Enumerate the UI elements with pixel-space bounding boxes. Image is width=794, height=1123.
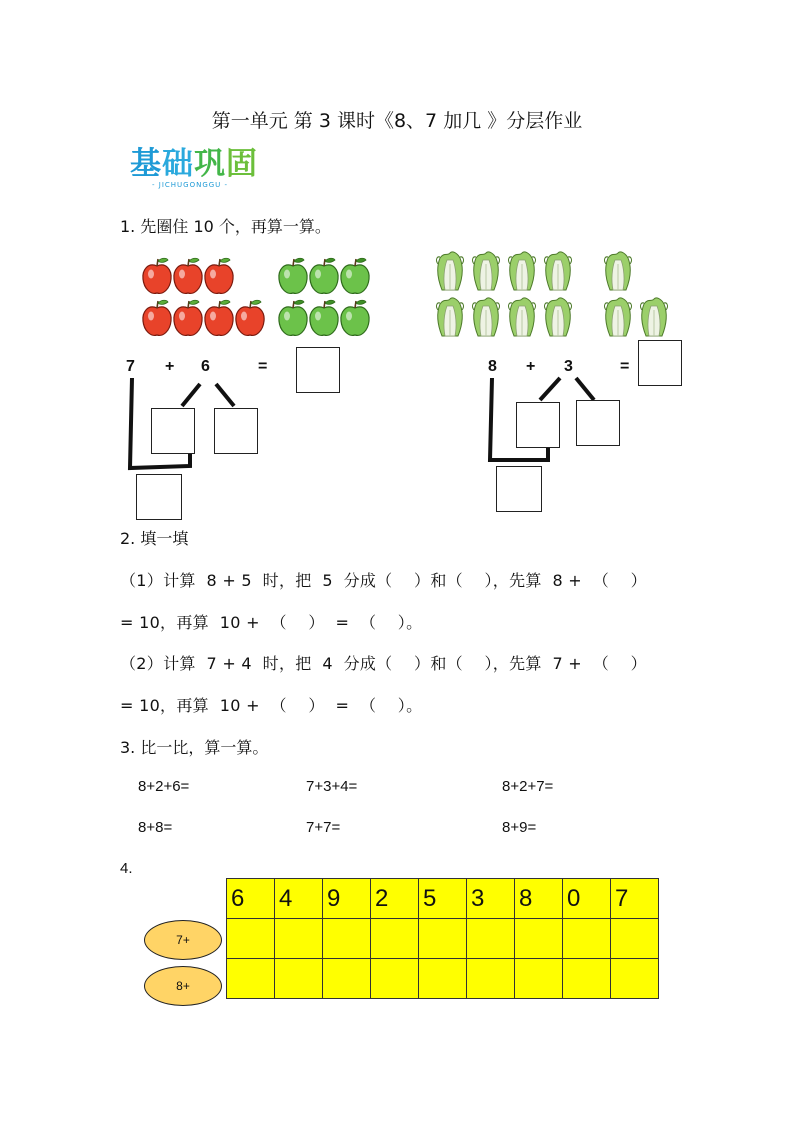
q1-right-sum-box[interactable] [496,466,542,512]
number-cell: 9 [323,879,371,919]
apple-green-icon [310,258,338,293]
number-cell: 2 [371,879,419,919]
answer-cell[interactable] [323,959,371,999]
apple-green-icon [279,258,307,293]
number-cell: 0 [563,879,611,919]
number-row [227,879,659,919]
apple-green-icon [341,300,369,335]
q3-problem: 8+2+6= [138,778,190,795]
logo-text: 基础巩固 [130,146,258,182]
q1-left-eq: = [258,358,268,375]
answer-cell[interactable] [467,919,515,959]
answer-cell[interactable] [515,959,563,999]
q3-problem: 8+9= [502,819,537,836]
answer-cell[interactable] [611,959,659,999]
q2-line-2: = 10，再算 10 + （ ） = （ ）。 [120,613,423,632]
q3-problem: 7+3+4= [306,778,358,795]
apple-red-icon [143,258,171,293]
q1-left-answer-box[interactable] [296,347,340,393]
answer-cell[interactable] [419,919,467,959]
addition-grid [226,878,659,999]
q1-right-split-box-2[interactable] [576,400,620,446]
q1-left-split-box-1[interactable] [151,408,195,454]
cabbage-icon [509,252,536,290]
cabbage-icon [437,298,464,336]
number-cell: 7 [611,879,659,919]
logo-subtitle: - JICHUGONGGU - [152,181,229,189]
q1-right-a: 8 [488,358,497,375]
apple-red-icon [205,300,233,335]
q1-right-b: 3 [564,358,573,375]
apple-group [138,252,378,344]
apple-green-icon [279,300,307,335]
q1-label: 1. 先圈住 10 个，再算一算。 [120,217,331,236]
answer-cell[interactable] [371,919,419,959]
cabbage-group [432,248,682,343]
cabbage-icon [437,252,464,290]
answer-cell[interactable] [563,959,611,999]
answer-cell[interactable] [611,919,659,959]
cabbage-icon [473,298,500,336]
answer-cell[interactable] [275,959,323,999]
q1-left-split-box-2[interactable] [214,408,258,454]
number-cell: 8 [515,879,563,919]
apple-red-icon [174,300,202,335]
answer-cell[interactable] [227,959,275,999]
q3-problem: 8+2+7= [502,778,554,795]
answer-cell[interactable] [227,919,275,959]
answer-cell[interactable] [419,959,467,999]
answer-cell[interactable] [371,959,419,999]
q3-problem: 7+7= [306,819,341,836]
q1-right-answer-box[interactable] [638,340,682,386]
cabbage-icon [605,298,632,336]
cabbage-icon [473,252,500,290]
number-cell: 4 [275,879,323,919]
apple-green-icon [310,300,338,335]
cabbage-icon [605,252,632,290]
row-label-oval: 8+ [144,966,222,1006]
q4-label: 4. [120,860,133,877]
number-cell: 5 [419,879,467,919]
cabbage-icon [545,298,572,336]
answer-row-8 [227,959,659,999]
answer-row-7 [227,919,659,959]
q2-line-1: （1）计算 8 + 5 时，把 5 分成（ ）和（ ），先算 8 + （ ） [120,571,647,590]
apple-red-icon [205,258,233,293]
answer-cell[interactable] [323,919,371,959]
answer-cell[interactable] [515,919,563,959]
q2-label: 2. 填一填 [120,529,189,548]
q1-right-op: + [526,358,536,375]
answer-cell[interactable] [275,919,323,959]
q2-line-3: （2）计算 7 + 4 时，把 4 分成（ ）和（ ），先算 7 + （ ） [120,654,647,673]
q2-line-4: = 10，再算 10 + （ ） = （ ）。 [120,696,423,715]
apple-red-icon [174,258,202,293]
number-cell: 3 [467,879,515,919]
page-title: 第一单元 第 3 课时《8、7 加几 》分层作业 [211,110,583,132]
cabbage-icon [509,298,536,336]
q3-label: 3. 比一比，算一算。 [120,738,269,757]
q1-left-b: 6 [201,358,210,375]
row-label-oval: 7+ [144,920,222,960]
q3-problem: 8+8= [138,819,173,836]
cabbage-icon [545,252,572,290]
answer-cell[interactable] [467,959,515,999]
answer-cell[interactable] [563,919,611,959]
number-cell: 6 [227,879,275,919]
section-logo [130,146,260,190]
apple-green-icon [341,258,369,293]
q1-left-op: + [165,358,175,375]
q1-right-split-box-1[interactable] [516,402,560,448]
apple-red-icon [236,300,264,335]
q1-left-sum-box[interactable] [136,474,182,520]
cabbage-icon [641,298,668,336]
apple-red-icon [143,300,171,335]
q1-right-eq: = [620,358,630,375]
q1-left-a: 7 [126,358,135,375]
